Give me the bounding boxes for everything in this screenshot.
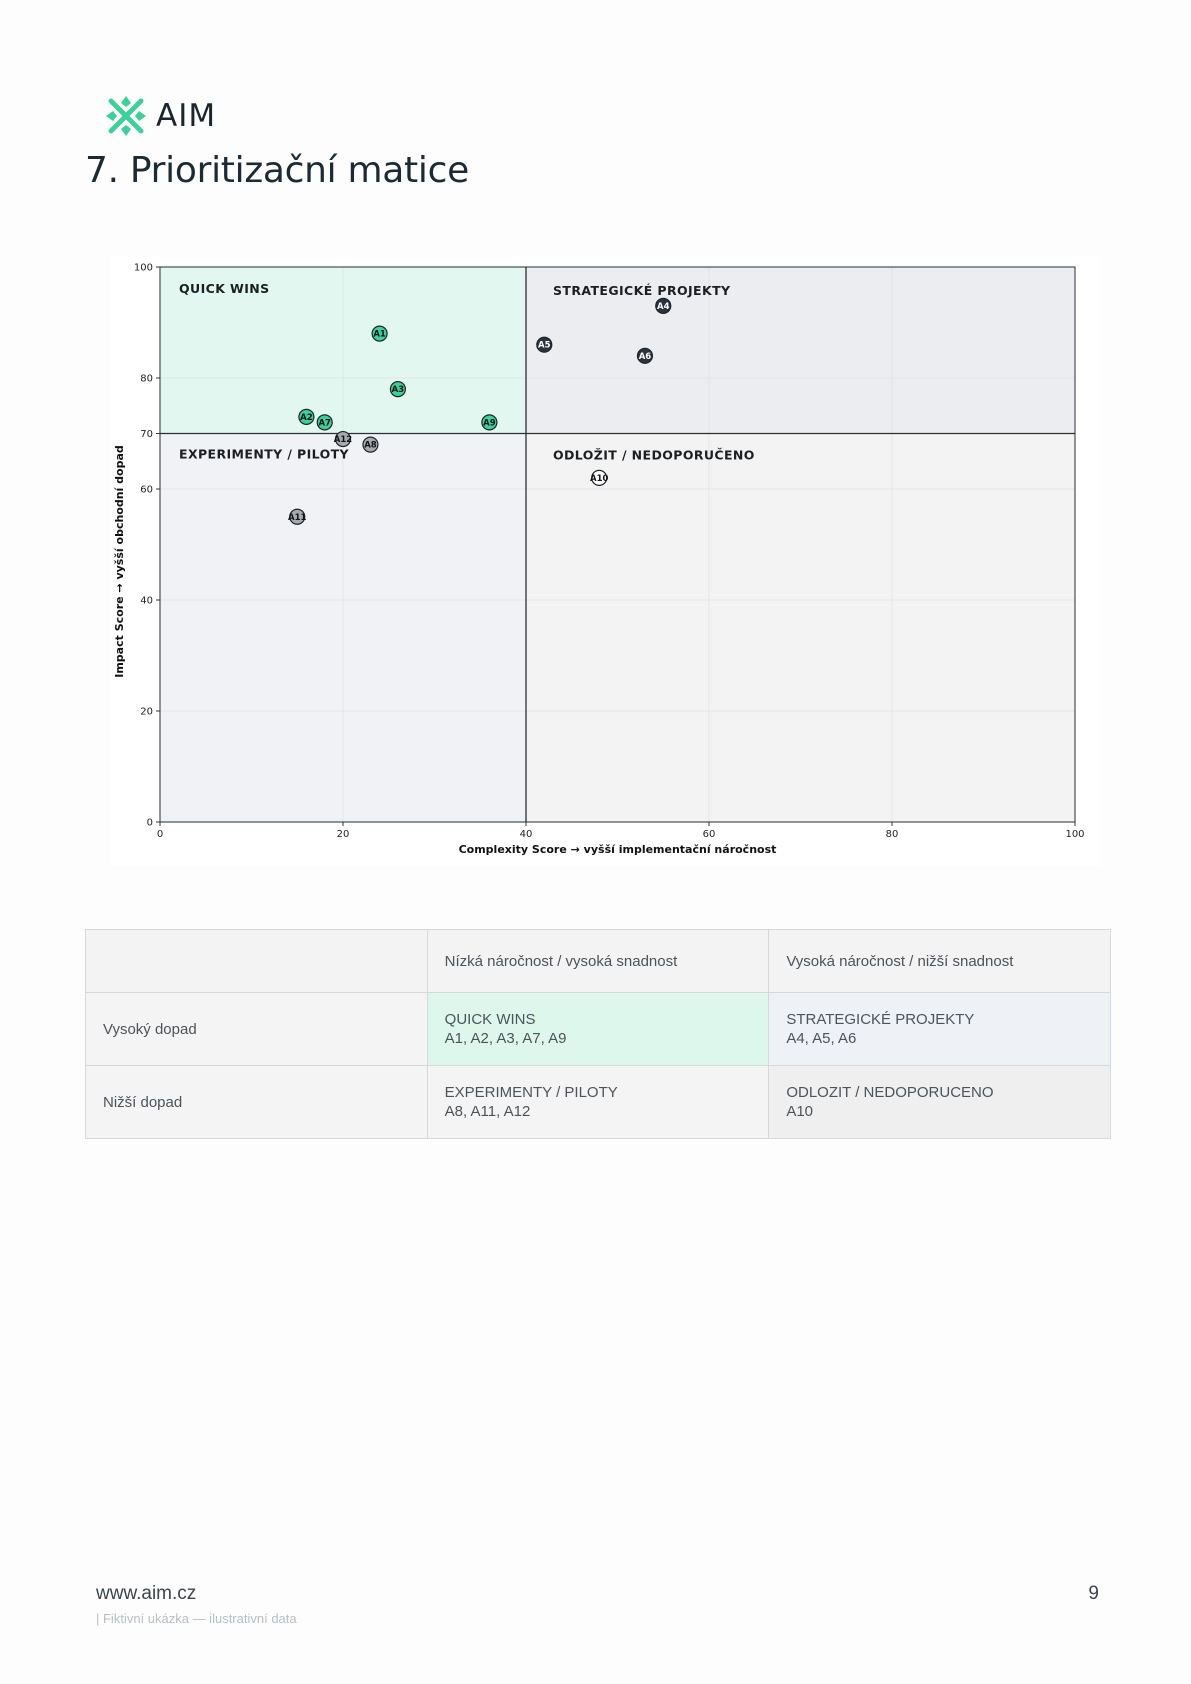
prioritization-matrix-chart [110,256,1100,866]
scatter-point-a1 [372,326,387,341]
cell-quick-wins [427,993,769,1066]
scatter-point-label: A1 [373,329,386,340]
scatter-point-label: A10 [589,473,609,484]
x-tick-label: 0 [156,829,164,840]
y-tick-label: 100 [133,262,153,274]
footer-note: | Fiktivní ukázka — ilustrativní data [96,1611,297,1626]
page-title: 7. Prioritizační matice [85,150,469,191]
cell-items: A8, A11, A12 [444,1103,531,1120]
scatter-point-label: A8 [364,440,377,451]
scatter-point-label: A5 [538,340,551,351]
scatter-point-label: A9 [483,418,496,429]
scatter-point-label: A12 [333,435,353,446]
cell-experiments [427,1066,769,1139]
y-tick-label: 60 [140,484,153,496]
scatter-point-label: A11 [288,512,307,523]
y-axis-label: Impact Score → vyšší obchodní dopad [113,445,126,678]
scatter-point-a8 [363,437,378,452]
scatter-point-a3 [390,382,405,397]
table-header-cell: Nízká náročnost / vysoká snadnost [427,930,769,993]
x-tick-label: 20 [336,829,350,840]
quadrant-area [526,434,1075,823]
quadrant-label: QUICK WINS [179,281,270,296]
aim-logo-icon [104,94,148,138]
table-header-row [86,930,1111,993]
page-number: 9 [1088,1583,1099,1604]
cell-items: A4, A5, A6 [786,1030,857,1047]
cell-strategic-projects [769,993,1111,1066]
x-axis-label: Complexity Score → vyšší implementační náročnost [458,843,777,856]
y-tick-label: 0 [146,817,153,829]
scatter-point-label: A6 [638,351,652,362]
table-header-cell [86,930,428,993]
quadrant-label: EXPERIMENTY / PILOTY [179,446,349,462]
quadrant-label: STRATEGICKÉ PROJEKTY [553,283,731,298]
scatter-point-a2 [299,409,314,424]
quadrant-label: ODLOŽIT / NEDOPORUČENO [553,447,755,463]
y-tick-label: 70 [140,429,153,440]
row-label-high-impact: Vysoký dopad [86,993,428,1066]
y-tick-label: 80 [140,373,153,385]
cell-title: STRATEGICKÉ PROJEKTY [786,1011,975,1028]
scatter-point-label: A2 [300,412,313,423]
table-row [86,993,1111,1066]
cell-items: A1, A2, A3, A7, A9 [444,1030,567,1047]
cell-title: EXPERIMENTY / PILOTY [444,1084,618,1101]
cell-items: A10 [786,1103,814,1120]
x-tick-label: 40 [519,829,533,840]
footer-url[interactable]: www.aim.cz [96,1583,197,1604]
prioritization-table [85,929,1111,1139]
scatter-point-a4 [656,298,671,313]
x-tick-label: 60 [702,829,716,840]
cell-title: ODLOZIT / NEDOPORUCENO [786,1084,994,1101]
scatter-point-a7 [317,415,332,430]
x-tick-label: 80 [885,829,899,840]
scatter-point-a6 [637,348,652,363]
scatter-point-a9 [482,415,497,430]
cell-title: QUICK WINS [444,1011,536,1028]
x-tick-label: 100 [1065,829,1085,840]
y-tick-label: 20 [140,706,153,718]
table-header-cell: Vysoká náročnost / nižší snadnost [769,930,1111,993]
row-label-low-impact: Nižší dopad [86,1066,428,1139]
scatter-point-label: A4 [657,301,670,312]
cell-postpone [769,1066,1111,1139]
brand-name: AIM [156,98,217,134]
scatter-point-a5 [537,337,552,352]
brand-logo [104,94,216,138]
scatter-point-label: A3 [391,385,405,396]
table-row [86,1066,1111,1139]
scatter-point-label: A7 [318,418,331,429]
y-tick-label: 40 [140,595,153,607]
